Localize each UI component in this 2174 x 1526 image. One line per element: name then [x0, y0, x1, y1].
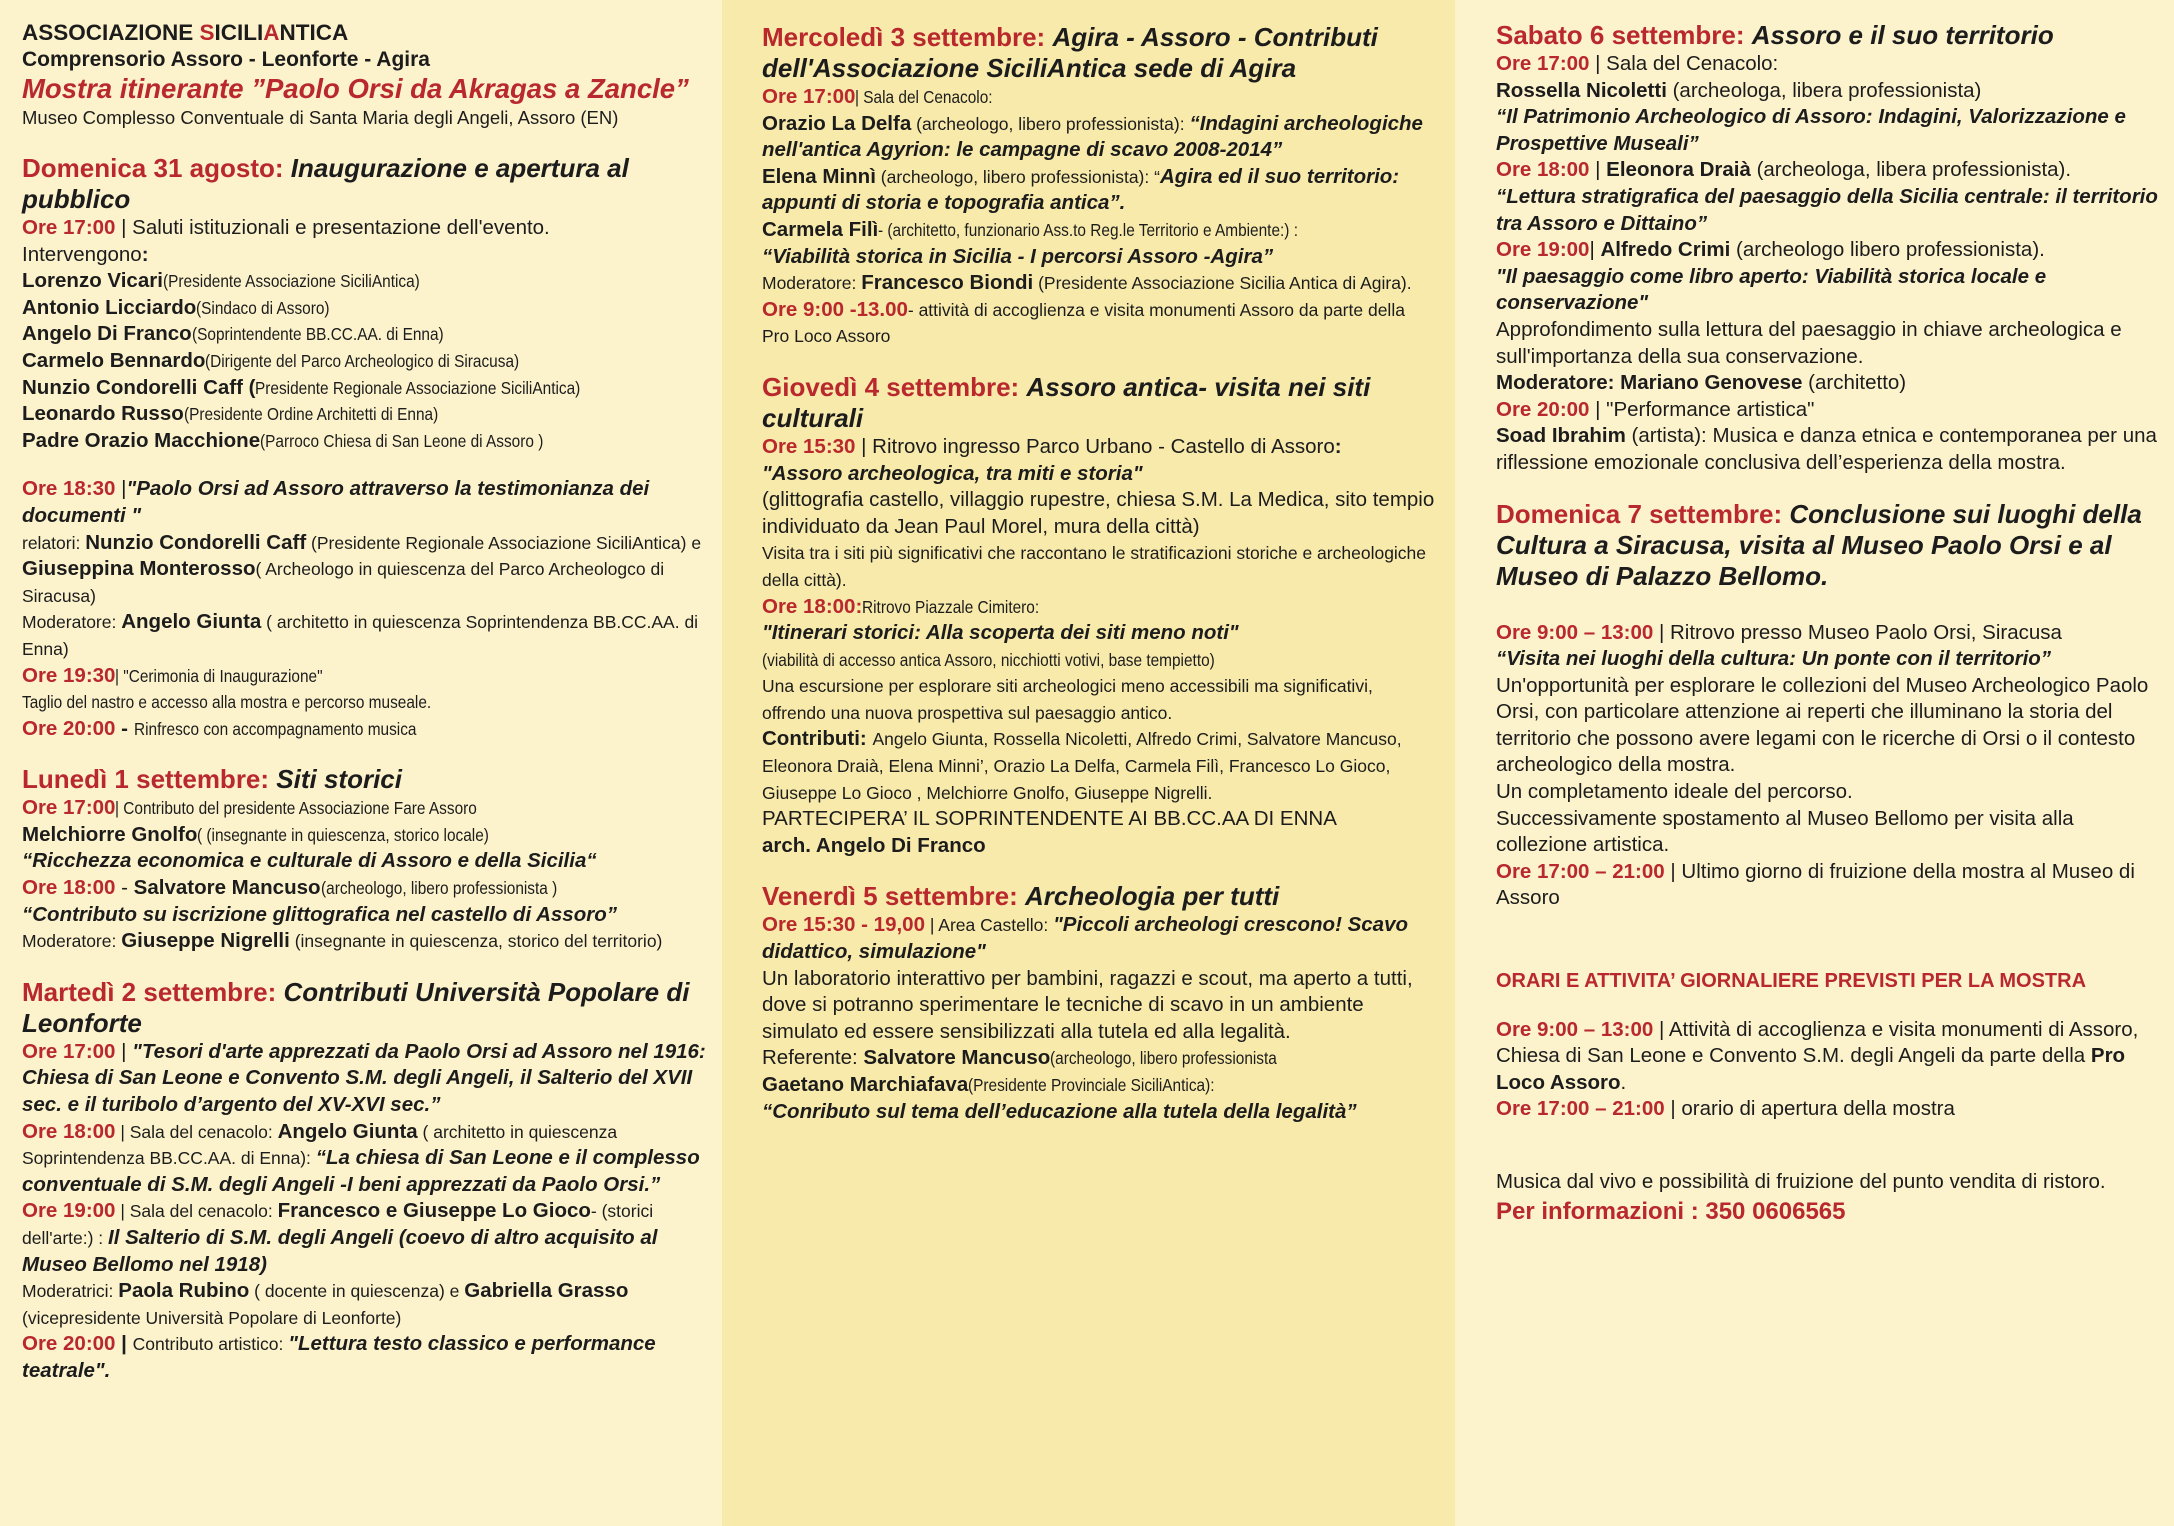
program-line	[1496, 51, 2162, 78]
program-line	[762, 434, 1435, 461]
line-run: ( docente in quiescenza) e	[249, 1281, 465, 1302]
program-line	[762, 487, 1435, 540]
line-run: "Piccoli archeologi crescono! Scavo didattico, simulazione"	[762, 913, 1409, 964]
heading-run: Contributi Università Popolare di Leonforte	[22, 976, 690, 1038]
line-run: Ore 18:00	[22, 876, 116, 900]
line-run: Ore 18:00:	[762, 594, 863, 618]
program-line	[22, 1039, 708, 1119]
line-run: (archeologo libero professionista).	[1730, 238, 2045, 262]
program-line	[1496, 423, 2162, 476]
line-run: relatori:	[22, 532, 86, 553]
line-run: | "Performance artistica"	[1589, 397, 1815, 421]
day-heading	[762, 372, 1435, 434]
line-run: (archeologa, libera professionista).	[1750, 158, 2072, 182]
program-line	[762, 1099, 1435, 1126]
program-line	[762, 912, 1435, 965]
program-line	[22, 295, 708, 322]
program-line	[22, 401, 708, 428]
program-line	[22, 321, 708, 348]
line-run: Angelo Giunta, Rossella Nicoletti, Alfredo Crimi, Salvatore Mancuso, Eleonora Draià, Elena Minni’, Orazio La Delfa, Carmela Filì, Francesco Lo Gioco, Giuseppe Lo Gioco , Melchiorre Gnolfo, Giuseppe Nigrelli.	[762, 729, 1402, 803]
footer-note: Musica dal vivo e possibilità di fruizione del punto vendita di ristoro.	[1496, 1170, 2106, 1193]
program-line	[22, 530, 708, 610]
line-run: (Sindaco di Assoro)	[196, 297, 330, 318]
line-run: Angelo Giunta	[277, 1119, 418, 1143]
line-run: Salvatore Mancuso	[863, 1046, 1051, 1070]
line-run: Paola Rubino	[118, 1279, 250, 1303]
line-run: (archeologo, libero professionista	[1050, 1048, 1278, 1069]
line-run: Una escursione per esplorare siti archeologici meno accessibili ma significativi, offrendo una nuova prospettiva sul paesaggio antico.	[762, 676, 1373, 723]
line-run: Musica e danza etnica e contemporanea per una riflessione emozionale conclusiva dell’esperienza della mostra	[1496, 424, 2157, 474]
heading-run: Agira - Assoro - Contributi dell'Associazione SiciliAntica sede di Agira	[762, 22, 1378, 83]
line-run: | Sala del cenacolo:	[115, 1201, 278, 1222]
line-run: “Viabilità storica in Sicilia - I percorsi Assoro -Agira”	[762, 244, 1274, 268]
line-run: Ore 20:00	[1496, 397, 1590, 421]
program-line	[762, 217, 1435, 244]
daily-schedule-block	[1496, 968, 2162, 1123]
header-block	[22, 20, 708, 131]
program-line	[762, 673, 1435, 726]
line-run: Presidente Regionale Associazione SiciliAntica)	[255, 377, 581, 398]
program-line	[22, 848, 708, 875]
line-run: Melchiorre Gnolfo	[22, 822, 198, 846]
line-run: arch. Angelo Di Franco	[762, 833, 986, 857]
day-section	[22, 977, 708, 1385]
day-section	[22, 476, 708, 742]
heading-run: Giovedì 4 settembre:	[762, 371, 1027, 402]
line-run: (archeologo, libero professionista )	[320, 878, 557, 899]
line-run: (architetto)	[1802, 371, 1907, 395]
line-run: "Paolo Orsi ad Assoro attraverso la testimonianza dei documenti "	[22, 477, 650, 527]
schedule-run: Ore 9:00 – 13:00	[1496, 1017, 1654, 1041]
program-line	[762, 461, 1435, 488]
program-line	[1496, 673, 2162, 779]
line-run: |	[115, 1332, 133, 1356]
program-line	[1496, 646, 2162, 673]
line-run: Contributo artistico:	[132, 1334, 289, 1355]
venue-line: Museo Complesso Conventuale di Santa Maria degli Angeli, Assoro (EN)	[22, 107, 619, 128]
line-run: Ore 15:30 - 19,00	[762, 913, 925, 937]
program-line	[22, 268, 708, 295]
line-run: Carmelo Bennardo	[22, 348, 206, 372]
association-name	[22, 20, 708, 46]
line-run: Ore 19:00	[1496, 238, 1590, 262]
line-run: Taglio del nastro e accesso alla mostra e percorso museale.	[22, 692, 432, 713]
line-run: ( (insegnante in quiescenza, storico locale)	[197, 824, 490, 845]
line-run: Giuseppina Monterosso	[22, 557, 256, 581]
line-run: “Contributo su iscrizione glittografica nel castello di Assoro”	[22, 902, 617, 926]
line-run: “Il Patrimonio Archeologico di Assoro: Indagini, Valorizzazione e Prospettive Museali”	[1496, 105, 2126, 155]
line-run: Ore 17:00	[22, 216, 116, 239]
line-run: Nunzio Condorelli Caff (	[22, 375, 256, 399]
line-run: Un'opportunità per esplorare le collezioni del Museo Archeologico Paolo Orsi, con particolare attenzione ai reperti che illuminano la storia del territorio che possono avere legami con le ricerche di Orsi o il contesto archeologico della mostra.	[1496, 673, 2149, 777]
line-run: | Ritrovo presso Museo Paolo Orsi, Siracusa	[1653, 620, 2062, 644]
line-run: Nunzio Condorelli Caff	[85, 530, 307, 554]
heading-run: Lunedì 1 settembre:	[22, 764, 277, 795]
line-run: Soad Ibrahim	[1496, 424, 1626, 448]
day-heading	[22, 764, 708, 795]
program-sections-center	[762, 22, 1435, 1125]
program-line	[762, 244, 1435, 271]
line-run: Elena Minnì	[762, 164, 876, 188]
program-line	[762, 111, 1435, 164]
program-line	[762, 806, 1435, 833]
line-run: (Presidente Associazione SiciliAntica)	[162, 271, 420, 292]
line-run: Padre Orazio Macchione	[22, 428, 261, 452]
heading-run: Domenica 7 settembre:	[1496, 498, 1790, 529]
line-run: (Presidente Ordine Architetti di Enna)	[183, 404, 438, 425]
day-section	[762, 372, 1435, 860]
line-run: (viabilità di accesso antica Assoro, nicchiotti votivi, base tempietto)	[762, 649, 1215, 670]
program-sections-left	[22, 153, 708, 1385]
program-line	[762, 297, 1435, 350]
line-run: Approfondimento sulla lettura del paesaggio in chiave archeologica e sull'importanza della sua conservazione.	[1496, 317, 2122, 368]
program-line	[762, 270, 1435, 297]
line-run: Angelo Di Franco	[22, 322, 192, 346]
program-line	[1496, 620, 2162, 647]
heading-run: Siti storici	[276, 764, 402, 795]
line-run: |	[115, 477, 127, 501]
line-run: Ritrovo Piazzale Cimitero:	[862, 596, 1040, 617]
line-run: | Area Castello:	[924, 915, 1054, 936]
brand-letters: S	[199, 20, 215, 45]
program-sections-right	[1496, 20, 2162, 912]
line-run: Un laboratorio interattivo per bambini, ragazzi e scout, ma aperto a tutti, dove si potranno sperimentare le tecniche di scavo in un ambiente simulato ed essere sensibilizzati alla tutela ed alla legalità.	[762, 966, 1413, 1043]
daily-schedule-title: ORARI E ATTIVITA’ GIORNALIERE PREVISTI PER LA MOSTRA	[1496, 970, 2087, 993]
program-line	[762, 594, 1435, 621]
line-run: (archeologo, libero professionista): “	[875, 166, 1160, 187]
line-run: | Sala del Cenacolo:	[855, 87, 994, 107]
day-section	[22, 153, 708, 454]
line-run: | Ultimo giorno di fruizione della mostra al Museo di Assoro	[1496, 859, 2135, 910]
schedule-line	[1496, 1096, 2162, 1123]
line-run: Angelo Giunta	[121, 610, 262, 634]
day-section	[22, 764, 708, 955]
line-run: - (storici dell'arte:) :	[22, 1201, 654, 1248]
line-run: Alfredo Crimi	[1600, 238, 1731, 262]
day-section	[1496, 499, 2162, 592]
line-run: “La chiesa di San Leone e il complesso conventuale di S.M. degli Angeli -I beni apprezzati da Paolo Orsi.”	[22, 1146, 700, 1196]
program-line	[1496, 78, 2162, 105]
line-run: Orazio La Delfa	[762, 111, 912, 135]
program-line	[1496, 264, 2162, 317]
line-run: (Presidente Regionale Associazione SiciliAntica) e	[306, 532, 702, 553]
program-line	[22, 348, 708, 375]
program-line	[1496, 237, 2162, 264]
program-line	[1496, 104, 2162, 157]
program-line	[762, 1045, 1435, 1072]
line-run: "Itinerari storici: Alla scoperta dei siti meno noti"	[762, 621, 1239, 645]
line-run: Ore 17:00	[762, 85, 856, 108]
line-run: “Visita nei luoghi della cultura: Un ponte con il territorio”	[1496, 647, 2052, 671]
line-run: "Assoro archeologica, tra miti e storia"	[762, 461, 1143, 485]
line-run: Ore 15:30	[762, 434, 856, 458]
line-run: Moderatore:	[22, 612, 122, 633]
line-run: | Sala del Cenacolo:	[1589, 52, 1779, 75]
line-run: Moderatrici:	[22, 1281, 119, 1302]
program-line	[762, 1072, 1435, 1099]
line-run: -	[115, 876, 134, 900]
line-run: Lorenzo Vicari	[22, 269, 163, 293]
line-run: (Dirigente del Parco Archeologico di Siracusa)	[205, 350, 520, 371]
schedule-line	[1496, 1017, 2162, 1097]
association-brand	[200, 20, 349, 45]
line-run: ( architetto in quiescenza Soprintendenza BB.CC.AA. di Enna)	[22, 612, 699, 659]
line-run: Contributi:	[762, 727, 873, 751]
line-run: “Ricchezza economica e culturale di Assoro e della Sicilia“	[22, 849, 597, 873]
program-line	[762, 540, 1435, 593]
line-run: Leonardo Russo	[22, 402, 184, 426]
heading-run: Assoro antica- visita nei siti culturali	[762, 371, 1371, 433]
line-run: Il Salterio di S.M. degli Angeli (coevo di altro acquisito al Museo Bellomo nel 1918)	[22, 1226, 658, 1276]
line-run: Successivamente spostamento al Museo Bellomo per visita alla collezione artistica.	[1496, 806, 2074, 857]
line-run: Gaetano Marchiafava	[762, 1073, 969, 1096]
line-run: Eleonora Draià	[1606, 158, 1751, 182]
program-line	[762, 833, 1435, 860]
program-line	[22, 716, 708, 743]
line-run: Ore 9:00 – 13:00	[1496, 620, 1654, 644]
heading-run: Domenica 31 agosto:	[22, 153, 291, 183]
line-run: Ore 17:00	[1496, 52, 1590, 75]
line-run: -	[115, 716, 134, 740]
program-line	[762, 164, 1435, 217]
program-line	[22, 689, 708, 716]
day-section	[1496, 20, 2162, 477]
program-line	[22, 1198, 708, 1278]
line-run: (archeologo, libero professionista):	[911, 113, 1190, 134]
line-run: Referente:	[762, 1046, 864, 1070]
program-line	[22, 663, 708, 690]
program-line	[762, 84, 1435, 111]
line-run: (Presidente Provinciale SiciliAntica):	[968, 1075, 1215, 1095]
line-run: Ore 17:00	[22, 1039, 116, 1063]
line-run: Ore 19:30	[22, 663, 116, 687]
line-run: - attività di accoglienza e visita monumenti Assoro da parte della Pro Loco Assoro	[762, 299, 1405, 347]
program-line	[22, 1278, 708, 1331]
area-subtitle: Comprensorio Assoro - Leonforte - Agira	[22, 48, 430, 71]
program-line	[22, 609, 708, 662]
line-run: Francesco Biondi	[861, 271, 1034, 295]
association-prefix: ASSOCIAZIONE	[22, 20, 200, 45]
program-line	[22, 822, 708, 849]
heading-run: Sabato 6 settembre:	[1496, 20, 1752, 50]
schedule-run: Pro Loco Assoro	[1496, 1044, 2126, 1094]
program-line	[1496, 184, 2162, 237]
day-heading	[762, 881, 1435, 912]
program-line	[22, 795, 708, 822]
line-run: |	[1589, 238, 1601, 262]
program-line	[1496, 397, 2162, 424]
program-line	[22, 928, 708, 955]
program-line	[22, 215, 708, 242]
line-run: Carmela Filì	[762, 217, 879, 241]
footer-block	[1496, 1169, 2162, 1228]
line-run: "Lettura testo classico e performance teatrale".	[22, 1332, 656, 1382]
program-line	[1496, 157, 2162, 184]
line-run: | Sala del cenacolo:	[115, 1121, 278, 1142]
line-run: Ore 18:00	[22, 1119, 116, 1143]
heading-run: Inaugurazione e apertura al pubblico	[22, 153, 629, 214]
line-run: Intervengono	[22, 242, 142, 266]
program-line	[22, 1331, 708, 1384]
line-run: (Soprintendente BB.CC.AA. di Enna)	[191, 324, 444, 345]
line-run: Gabriella Grasso	[464, 1279, 629, 1303]
line-run: Agira ed il suo territorio: appunti di storia e topografia antica”.	[762, 164, 1400, 215]
program-line	[22, 1119, 708, 1199]
program-line	[22, 375, 708, 402]
line-run: Moderatore:	[762, 273, 862, 294]
schedule-run: Ore 17:00 – 21:00	[1496, 1097, 1665, 1121]
line-run: |	[115, 1039, 133, 1063]
line-run: Ore 20:00	[22, 716, 116, 740]
program-line	[1496, 779, 2162, 806]
heading-run: Venerdì 5 settembre:	[762, 881, 1025, 912]
line-run: (glittografia castello, villaggio rupestre, chiesa S.M. La Medica, sito tempio individuato da Jean Paul Morel, mura della città)	[762, 488, 1435, 538]
line-run: Rossella Nicoletti	[1496, 78, 1667, 102]
column-center	[722, 0, 1455, 1526]
line-run: Salvatore Mancuso	[133, 876, 321, 900]
program-line	[22, 902, 708, 929]
line-run: Visita tra i siti più significativi che raccontano le stratificazioni storiche e archeologiche della città).	[762, 543, 1427, 590]
line-run: Ore 19:00	[22, 1199, 116, 1223]
program-line	[762, 647, 1435, 674]
line-run: Antonio Licciardo	[22, 295, 197, 319]
day-heading	[22, 977, 708, 1039]
line-run: | "Cerimonia di Inaugurazione"	[115, 665, 324, 686]
program-line	[1496, 859, 2162, 912]
exhibition-title: Mostra itinerante ”Paolo Orsi da Akragas a Zancle”	[22, 73, 689, 104]
line-run: “Indagini archeologiche nell'antica Agyrion: le campagne di scavo 2008-2014”	[762, 111, 1423, 162]
day-heading	[22, 153, 708, 215]
program-line	[1496, 370, 2162, 397]
line-run: Ore 17:00 – 21:00	[1496, 859, 1665, 883]
daily-schedule-lines	[1496, 1017, 2162, 1123]
line-run: Moderatore: Mariano Genovese	[1496, 371, 1803, 395]
line-run: - (architetto, funzionario Ass.to Reg.le Territorio e Ambiente:) :	[878, 219, 1299, 240]
brand-letters: NTICA	[279, 20, 349, 45]
line-run: Un completamento ideale del percorso.	[1496, 780, 1853, 804]
line-run: (insegnante in quiescenza, storico del territorio)	[289, 931, 663, 952]
line-run: (Parroco Chiesa di San Leone di Assoro )	[260, 430, 544, 451]
contact-phone: Per informazioni : 350 0606565	[1496, 1197, 1846, 1225]
line-run: Francesco e Giuseppe Lo Gioco	[277, 1199, 591, 1223]
heading-run: Mercoledì 3 settembre:	[762, 22, 1053, 52]
line-run: :	[1334, 434, 1342, 458]
line-run: | Ritrovo ingresso Parco Urbano - Castello di Assoro	[855, 434, 1335, 458]
line-run: ( architetto in quiescenza Soprintendenza BB.CC.AA. di Enna):	[22, 1121, 618, 1169]
schedule-run: | orario di apertura della mostra	[1664, 1097, 1955, 1121]
column-right	[1455, 0, 2174, 1526]
line-run: Ore 18:00	[1496, 158, 1590, 182]
program-line	[762, 726, 1435, 806]
day-section	[762, 22, 1435, 350]
line-run: Giuseppe Nigrelli	[121, 929, 290, 953]
program-line	[762, 620, 1435, 647]
program-line	[22, 242, 708, 269]
day-section	[762, 881, 1435, 1125]
program-line	[762, 966, 1435, 1046]
line-run: |	[1589, 158, 1607, 182]
line-run: “Lettura stratigrafica del paesaggio della Sicilia centrale: il territorio tra Assoro e Dittaino”	[1496, 184, 2158, 235]
brand-letters: A	[263, 20, 280, 45]
line-run: :	[141, 242, 149, 266]
line-run: ( Archeologo in quiescenza del Parco Archeologco di Siracusa)	[22, 559, 665, 606]
program-line	[1496, 806, 2162, 859]
line-run: Rinfresco con accompagnamento musica	[133, 718, 417, 739]
heading-run: Assoro e il suo territorio	[1751, 20, 2054, 50]
heading-run: Archeologia per tutti	[1025, 881, 1280, 912]
line-run: (Presidente Associazione Sicilia Antica di Agira).	[1033, 273, 1412, 294]
line-run: (archeologa, libera professionista)	[1666, 78, 1982, 102]
line-run: | Saluti istituzionali e presentazione dell'evento.	[115, 216, 550, 239]
program-line	[22, 428, 708, 455]
day-heading	[1496, 499, 2162, 592]
program-line	[22, 875, 708, 902]
program-line	[22, 476, 708, 529]
heading-run: Conclusione sui luoghi della Cultura a Siracusa, visita al Museo Paolo Orsi e al Museo di Palazzo Bellomo.	[1496, 498, 2142, 591]
program-line	[1496, 317, 2162, 370]
line-run: Ore 20:00	[22, 1332, 116, 1356]
day-section	[1496, 620, 2162, 913]
day-heading	[1496, 20, 2162, 51]
line-run: | Contributo del presidente Associazione Fare Assoro	[115, 798, 478, 819]
line-run: Ore 18:30	[22, 477, 116, 501]
line-run: PARTECIPERA’ IL SOPRINTENDENTE AI BB.CC.AA DI ENNA	[762, 807, 1337, 831]
line-run: “Conributo sul tema dell’educazione alla tutela della legalità”	[762, 1099, 1357, 1123]
line-run: Ore 9:00 -13.00	[762, 297, 908, 321]
schedule-run: .	[1620, 1070, 1627, 1094]
line-run: .	[2060, 450, 2066, 474]
line-run: (vicepresidente Università Popolare di Leonforte)	[22, 1307, 402, 1328]
line-run: "Tesori d'arte apprezzati da Paolo Orsi ad Assoro nel 1916: Chiesa di San Leone e Convento S.M. degli Angeli, il Salterio del XVII sec. e il turibolo d’argento del XV-XVI sec.”	[22, 1039, 706, 1117]
day-heading	[762, 22, 1435, 84]
line-run: (artista):	[1625, 424, 1713, 448]
line-run: Moderatore:	[22, 931, 122, 952]
line-run: "Il paesaggio come libro aperto: Viabilità storica locale e conservazione"	[1496, 264, 2047, 315]
column-left	[0, 0, 722, 1526]
line-run: Ore 17:00	[22, 796, 116, 820]
heading-run: Martedì 2 settembre:	[22, 976, 284, 1007]
brand-letters: ICILI	[214, 20, 264, 45]
schedule-run: | Attività di accoglienza e visita monumenti di Assoro, Chiesa di San Leone e Convento S.M. degli Angeli da parte della	[1496, 1017, 2139, 1068]
